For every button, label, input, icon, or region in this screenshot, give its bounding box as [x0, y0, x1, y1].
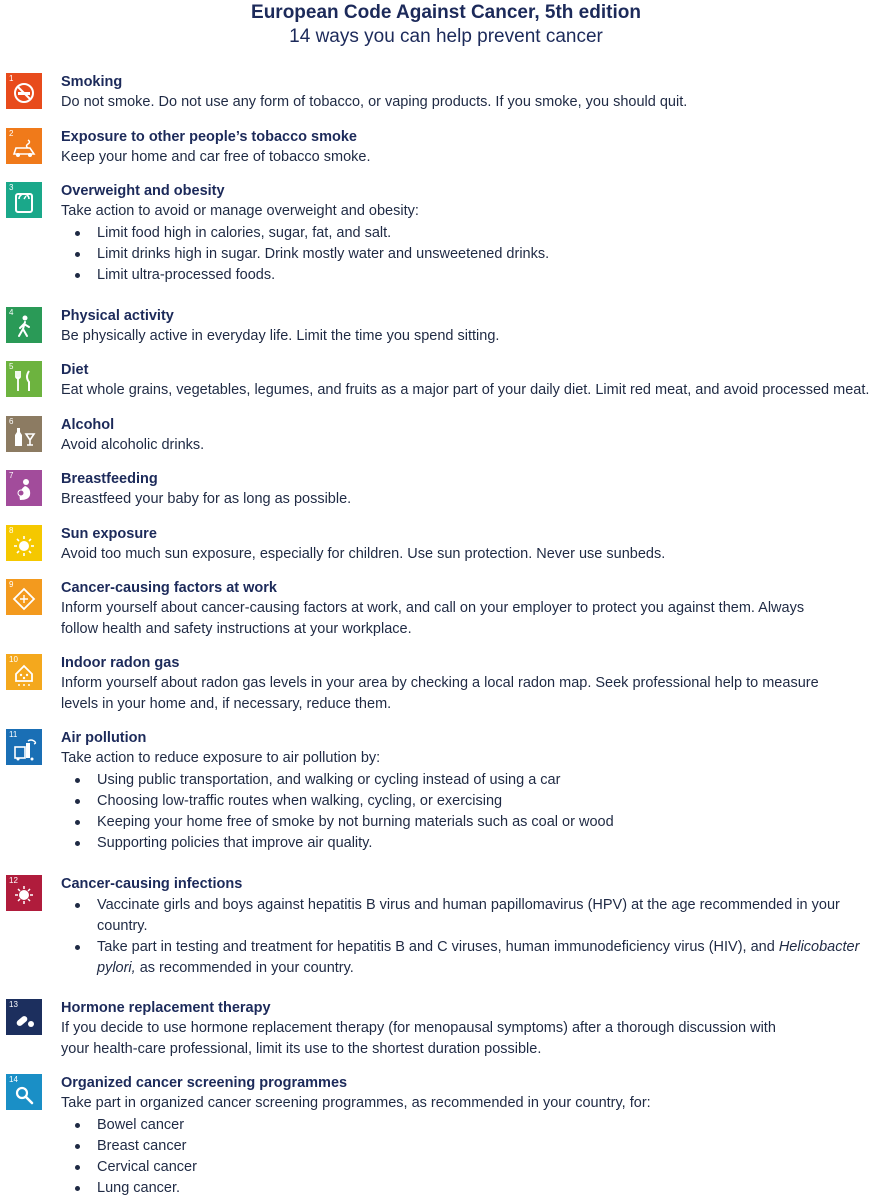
walking-person-icon: 4	[6, 307, 42, 343]
item-heading: Smoking	[61, 74, 123, 90]
list-item: Vaccinate girls and boys against hepatitis B virus and human papillomavirus (HPV) at the age recommended in your country.	[61, 895, 886, 937]
list-item: Take part in testing and treatment for hepatitis B and C viruses, human immunodeficiency virus (HIV), and Helicobacter pylori, as recommended in your country.	[61, 937, 886, 979]
air-pollution-icon: 11	[6, 729, 42, 765]
breastfeeding-icon: 7	[6, 470, 42, 506]
list-item: Choosing low-traffic routes when walking, cycling, or exercising	[61, 791, 886, 812]
page-subtitle: 14 ways you can help prevent cancer	[289, 26, 603, 47]
item-heading: Hormone replacement therapy	[61, 1000, 271, 1016]
item-heading: Diet	[61, 362, 89, 378]
item-heading: Overweight and obesity	[61, 183, 225, 199]
list-item: Breast cancer	[61, 1136, 886, 1157]
page-title: European Code Against Cancer, 5th edition	[251, 2, 641, 23]
sun-icon: 8	[6, 525, 42, 561]
list-item: Lung cancer.	[61, 1178, 886, 1199]
item-heading: Organized cancer screening programmes	[61, 1075, 348, 1091]
item-text: Take action to avoid or manage overweight and obesity:	[61, 203, 419, 219]
bullet-list	[61, 770, 886, 854]
item-text: Do not smoke. Do not use any form of tobacco, or vaping products. If you smoke, you should quit.	[61, 94, 688, 110]
item-text: Inform yourself about cancer-causing factors at work, and call on your employer to protect you against them. Always follow health and safety instructions at your workplace.	[61, 600, 805, 637]
item-heading: Indoor radon gas	[61, 655, 180, 671]
list-item: Limit ultra-processed foods.	[61, 265, 886, 286]
list-item: Bowel cancer	[61, 1115, 886, 1136]
item-text: Take action to reduce exposure to air pollution by:	[61, 750, 381, 766]
item-text: Be physically active in everyday life. Limit the time you spend sitting.	[61, 328, 500, 344]
item-heading: Alcohol	[61, 417, 115, 433]
item-text: Avoid too much sun exposure, especially for children. Use sun protection. Never use sunbeds.	[61, 546, 666, 562]
item-text: Inform yourself about radon gas levels in your area by checking a local radon map. Seek professional help to measure levels in your home and, if necessary, reduce them.	[61, 675, 819, 712]
secondhand-smoke-car-icon: 2	[6, 128, 42, 164]
item-heading: Air pollution	[61, 730, 147, 746]
item-text: Breastfeed your baby for as long as possible.	[61, 491, 352, 507]
radon-house-icon: 10	[6, 654, 42, 690]
list-item: Keeping your home free of smoke by not burning materials such as coal or wood	[61, 812, 886, 833]
bullet-list	[61, 1115, 886, 1199]
magnifier-icon: 14	[6, 1074, 42, 1110]
bullet-list	[61, 895, 886, 979]
list-item: Limit drinks high in sugar. Drink mostly water and unsweetened drinks.	[61, 244, 886, 265]
item-heading: Breastfeeding	[61, 471, 158, 487]
fork-knife-icon: 5	[6, 361, 42, 397]
weighing-scale-icon: 3	[6, 182, 42, 218]
item-heading: Cancer-causing factors at work	[61, 580, 277, 596]
list-item: Cervical cancer	[61, 1157, 886, 1178]
item-heading: Exposure to other people’s tobacco smoke	[61, 129, 357, 145]
no-smoking-icon: 1	[6, 73, 42, 109]
alcohol-bottle-icon: 6	[6, 416, 42, 452]
list-item: Using public transportation, and walking or cycling instead of using a car	[61, 770, 886, 791]
item-text: Keep your home and car free of tobacco smoke.	[61, 149, 371, 165]
list-item: Limit food high in calories, sugar, fat, and salt.	[61, 223, 886, 244]
hazard-diamond-icon: 9	[6, 579, 42, 615]
item-text: Eat whole grains, vegetables, legumes, and fruits as a major part of your daily diet. Limit red meat, and avoid processed meat.	[61, 382, 870, 398]
item-text: If you decide to use hormone replacement therapy (for menopausal symptoms) after a thorough discussion with your health-care professional, limit its use to the shortest duration possible.	[61, 1020, 776, 1057]
list-item: Supporting policies that improve air quality.	[61, 833, 886, 854]
item-heading: Physical activity	[61, 308, 174, 324]
item-heading: Cancer-causing infections	[61, 876, 243, 892]
item-heading: Sun exposure	[61, 526, 157, 542]
virus-icon: 12	[6, 875, 42, 911]
item-text: Take part in organized cancer screening programmes, as recommended in your country, for:	[61, 1095, 651, 1111]
bullet-list	[61, 223, 886, 286]
item-text: Avoid alcoholic drinks.	[61, 437, 205, 453]
pills-icon: 13	[6, 999, 42, 1035]
